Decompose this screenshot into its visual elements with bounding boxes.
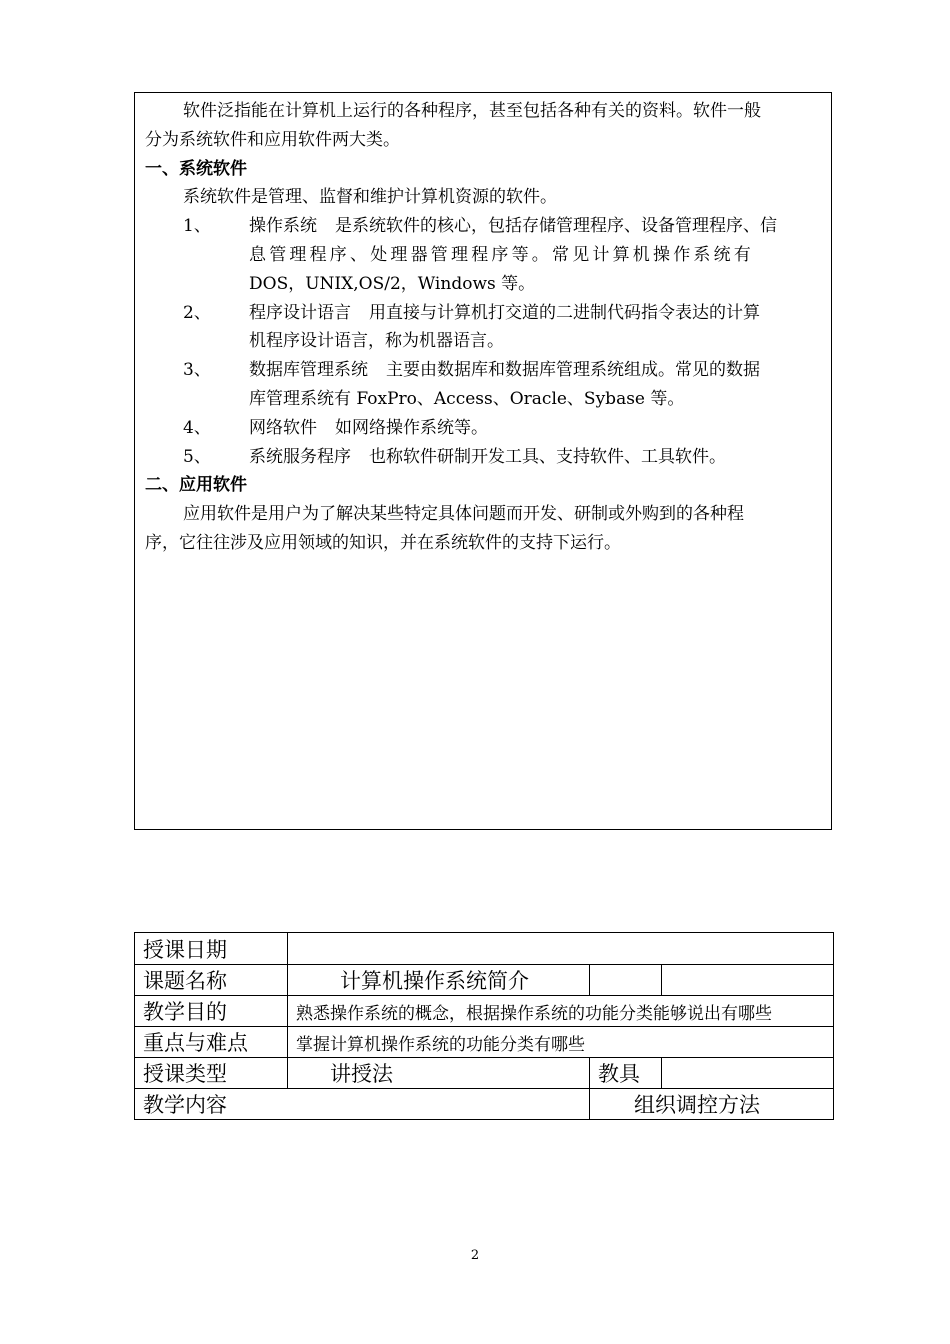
method-label: 组织调控方法 bbox=[590, 1089, 834, 1120]
item-text: 库管理系统有 FoxPro、Access、Oracle、Sybase 等。 bbox=[249, 388, 685, 409]
list-item bbox=[145, 414, 823, 443]
item-text: 如网络操作系统等。 bbox=[335, 417, 488, 438]
item-number: 5、 bbox=[183, 446, 211, 467]
item-number: 3、 bbox=[183, 360, 211, 381]
goal-label: 教学目的 bbox=[135, 996, 288, 1027]
key-points-label: 重点与难点 bbox=[135, 1027, 288, 1058]
date-value bbox=[288, 933, 834, 965]
empty-cell bbox=[590, 965, 662, 996]
item-title: 程序设计语言 bbox=[249, 302, 351, 323]
item-title: 操作系统 bbox=[249, 216, 317, 237]
lesson-info-table bbox=[134, 932, 834, 1120]
item-number: 4、 bbox=[183, 417, 211, 438]
item-title: 数据库管理系统 bbox=[249, 360, 368, 381]
list-item bbox=[145, 299, 823, 357]
type-label: 授课类型 bbox=[135, 1058, 288, 1089]
system-desc: 系统软件是管理、监督和维护计算机资源的软件。 bbox=[183, 187, 557, 208]
item-number: 1、 bbox=[183, 216, 211, 237]
item-text: 也称软件研制开发工具、支持软件、工具软件。 bbox=[369, 446, 726, 467]
content-box bbox=[134, 92, 832, 830]
key-points-value: 掌握计算机操作系统的功能分类有哪些 bbox=[288, 1027, 834, 1058]
application-line-2: 序，它往往涉及应用领域的知识，并在系统软件的支持下运行。 bbox=[145, 532, 621, 553]
tools-label: 教具 bbox=[590, 1058, 662, 1089]
item-text: 息管理程序、处理器管理程序等。常见计算机操作系统有 bbox=[249, 244, 754, 265]
topic-label: 课题名称 bbox=[135, 965, 288, 996]
item-title: 网络软件 bbox=[249, 417, 317, 438]
content-label: 教学内容 bbox=[135, 1089, 590, 1120]
empty-cell bbox=[662, 965, 834, 996]
page-number: 2 bbox=[470, 1248, 480, 1263]
item-title: 系统服务程序 bbox=[249, 446, 351, 467]
list-item bbox=[145, 356, 823, 414]
intro-line-2: 分为系统软件和应用软件两大类。 bbox=[145, 129, 400, 150]
item-text: 是系统软件的核心，包括存储管理程序、设备管理程序、信 bbox=[335, 216, 777, 237]
topic-value: 计算机操作系统简介 bbox=[288, 965, 590, 996]
section-heading-system: 一、系统软件 bbox=[145, 158, 247, 179]
list-item bbox=[145, 212, 823, 298]
section-heading-application: 二、应用软件 bbox=[145, 475, 247, 496]
application-line-1: 应用软件是用户为了解决某些特定具体问题而开发、研制或外购到的各种程 bbox=[183, 504, 744, 525]
item-number: 2、 bbox=[183, 302, 211, 323]
item-text: DOS，UNIX,OS/2，Windows 等。 bbox=[249, 273, 536, 294]
list-item bbox=[145, 443, 823, 472]
item-text: 机程序设计语言，称为机器语言。 bbox=[249, 331, 504, 352]
tools-value bbox=[662, 1058, 834, 1089]
date-label: 授课日期 bbox=[135, 933, 288, 965]
intro-line-1: 软件泛指能在计算机上运行的各种程序，甚至包括各种有关的资料。软件一般 bbox=[183, 101, 761, 121]
goal-value: 熟悉操作系统的概念，根据操作系统的功能分类能够说出有哪些 bbox=[288, 996, 834, 1027]
item-text: 用直接与计算机打交道的二进制代码指令表达的计算 bbox=[369, 302, 760, 323]
item-text: 主要由数据库和数据库管理系统组成。常见的数据 bbox=[386, 360, 760, 381]
type-value: 讲授法 bbox=[288, 1058, 590, 1089]
